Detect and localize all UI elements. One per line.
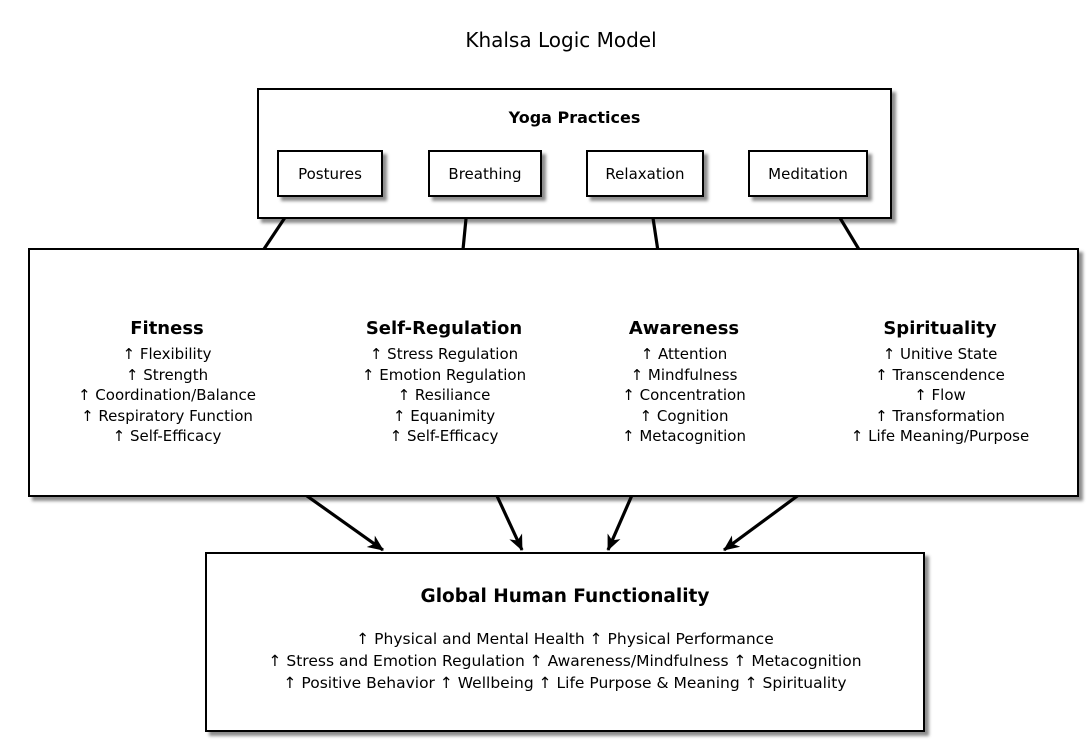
domain-item: ↑ Mindfulness xyxy=(630,365,738,384)
domain-title: Awareness xyxy=(628,318,740,339)
domain-item: ↑ Unitive State xyxy=(882,345,998,363)
domain-item: ↑ Life Meaning/Purpose xyxy=(850,427,1030,446)
domain-item: ↑ Metacognition xyxy=(622,427,746,446)
outcome-line: ↑ Positive Behavior ↑ Wellbeing ↑ Life Purpose & Meaning ↑ Spirituality xyxy=(283,674,847,692)
domain-column-self-regulation xyxy=(324,317,564,447)
domain-item: ↑ Strength xyxy=(125,365,209,384)
domain-item: ↑ Cognition xyxy=(639,406,729,425)
domain-item: ↑ Coordination/Balance xyxy=(77,386,257,405)
outcome-line: ↑ Physical and Mental Health ↑ Physical Performance xyxy=(356,630,774,648)
global-human-functionality-box xyxy=(205,552,925,732)
domain-title: Self-Regulation xyxy=(365,318,523,339)
practice-box-breathing: Breathing xyxy=(428,150,542,197)
practice-box-relaxation: Relaxation xyxy=(586,150,704,197)
domain-item: ↑ Transcendence xyxy=(875,365,1005,384)
domain-item: ↑ Attention xyxy=(640,345,728,363)
outcome-title: Global Human Functionality xyxy=(420,586,710,607)
domain-item: ↑ Transformation xyxy=(875,406,1005,425)
domain-item: ↑ Emotion Regulation xyxy=(361,365,527,384)
yoga-practices-title: Yoga Practices xyxy=(508,108,641,127)
domain-item: ↑ Concentration xyxy=(622,386,746,405)
domain-column-fitness xyxy=(47,317,287,447)
domain-item: ↑ Self-Efficacy xyxy=(389,427,499,446)
domain-item: ↑ Self-Efficacy xyxy=(112,427,222,446)
domain-item: ↑ Equanimity xyxy=(392,406,496,425)
outcome-lines xyxy=(207,628,923,694)
practice-box-postures: Postures xyxy=(277,150,383,197)
practice-box-meditation: Meditation xyxy=(748,150,868,197)
domain-item: ↑ Resiliance xyxy=(397,386,491,405)
domain-item: ↑ Stress Regulation xyxy=(369,345,519,363)
domain-item: ↑ Respiratory Function xyxy=(81,406,253,425)
domain-title: Fitness xyxy=(130,318,204,339)
domain-column-spirituality xyxy=(820,317,1060,447)
diagram-title: Khalsa Logic Model xyxy=(465,28,657,52)
domain-item: ↑ Flexibility xyxy=(122,345,212,363)
domain-title: Spirituality xyxy=(883,318,997,339)
domain-column-awareness xyxy=(564,317,804,447)
domain-item: ↑ Flow xyxy=(914,386,966,405)
outcome-line: ↑ Stress and Emotion Regulation ↑ Awareness/Mindfulness ↑ Metacognition xyxy=(268,652,862,670)
